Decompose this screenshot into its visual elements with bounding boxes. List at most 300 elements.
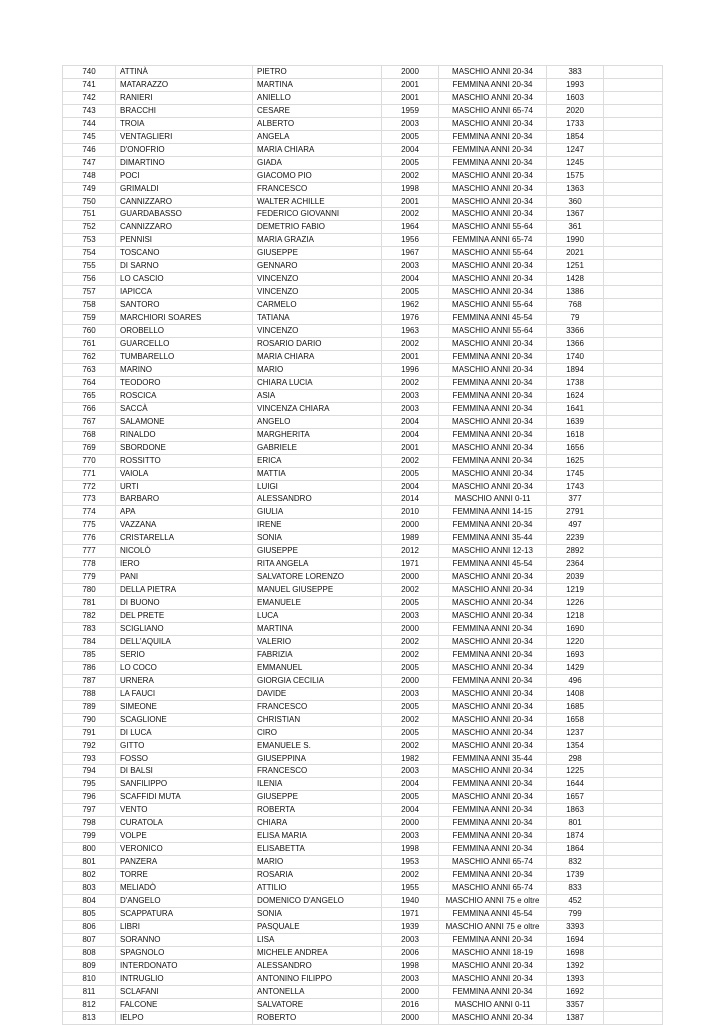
bib-number-cell: 1408 [547,687,604,700]
category-cell: FEMMINA ANNI 20-34 [439,156,547,169]
birth-year-cell: 2005 [382,661,439,674]
empty-cell [604,895,663,908]
category-cell: MASCHIO ANNI 20-34 [439,91,547,104]
empty-cell [604,143,663,156]
birth-year-cell: 1940 [382,895,439,908]
empty-cell [604,765,663,778]
bib-number-cell: 1874 [547,830,604,843]
bib-number-cell: 1894 [547,363,604,376]
first-name-cell: SONIA [253,907,382,920]
birth-year-cell: 2005 [382,597,439,610]
bib-number-cell: 3366 [547,325,604,338]
surname-cell: CURATOLA [116,817,253,830]
birth-year-cell: 2005 [382,156,439,169]
bib-number-cell: 1644 [547,778,604,791]
first-name-cell: FRANCESCO [253,700,382,713]
table-row [63,350,663,363]
category-cell: FEMMINA ANNI 20-34 [439,519,547,532]
empty-cell [604,493,663,506]
birth-year-cell: 2002 [382,648,439,661]
table-row [63,532,663,545]
bib-number-cell: 2020 [547,104,604,117]
surname-cell: CRISTARELLA [116,532,253,545]
birth-year-cell: 1982 [382,752,439,765]
table-row [63,1011,663,1024]
birth-year-cell: 2004 [382,143,439,156]
table-row [63,713,663,726]
position-cell: 792 [63,739,116,752]
bib-number-cell: 1245 [547,156,604,169]
position-cell: 746 [63,143,116,156]
table-row [63,545,663,558]
table-row [63,558,663,571]
birth-year-cell: 2006 [382,946,439,959]
first-name-cell: ILENIA [253,778,382,791]
category-cell: FEMMINA ANNI 20-34 [439,869,547,882]
table-row [63,78,663,91]
empty-cell [604,221,663,234]
category-cell: MASCHIO ANNI 20-34 [439,286,547,299]
table-row [63,376,663,389]
empty-cell [604,441,663,454]
empty-cell [604,726,663,739]
first-name-cell: ROBERTO [253,1011,382,1024]
position-cell: 753 [63,234,116,247]
category-cell: MASCHIO ANNI 55-64 [439,299,547,312]
empty-cell [604,959,663,972]
position-cell: 811 [63,985,116,998]
surname-cell: POCI [116,169,253,182]
bib-number-cell: 1247 [547,143,604,156]
category-cell: MASCHIO ANNI 55-64 [439,325,547,338]
surname-cell: SCAFFIDI MUTA [116,791,253,804]
surname-cell: ROSCICA [116,389,253,402]
birth-year-cell: 2005 [382,467,439,480]
table-row [63,752,663,765]
birth-year-cell: 2004 [382,273,439,286]
birth-year-cell: 2002 [382,713,439,726]
surname-cell: PANZERA [116,856,253,869]
position-cell: 754 [63,247,116,260]
table-row [63,519,663,532]
birth-year-cell: 2012 [382,545,439,558]
empty-cell [604,104,663,117]
position-cell: 759 [63,312,116,325]
category-cell: FEMMINA ANNI 45-54 [439,907,547,920]
position-cell: 794 [63,765,116,778]
surname-cell: DEL PRETE [116,610,253,623]
category-cell: MASCHIO ANNI 20-34 [439,687,547,700]
empty-cell [604,972,663,985]
table-row [63,674,663,687]
category-cell: MASCHIO ANNI 55-64 [439,247,547,260]
category-cell: MASCHIO ANNI 20-34 [439,338,547,351]
table-row [63,117,663,130]
position-cell: 775 [63,519,116,532]
first-name-cell: ROBERTA [253,804,382,817]
surname-cell: RANIERI [116,91,253,104]
birth-year-cell: 2014 [382,493,439,506]
table-row [63,493,663,506]
category-cell: FEMMINA ANNI 20-34 [439,622,547,635]
surname-cell: IAPICCA [116,286,253,299]
empty-cell [604,338,663,351]
category-cell: MASCHIO ANNI 20-34 [439,260,547,273]
birth-year-cell: 2002 [382,376,439,389]
category-cell: FEMMINA ANNI 35-44 [439,752,547,765]
first-name-cell: SONIA [253,532,382,545]
category-cell: MASCHIO ANNI 55-64 [439,221,547,234]
empty-cell [604,778,663,791]
table-row [63,363,663,376]
bib-number-cell: 1698 [547,946,604,959]
birth-year-cell: 2001 [382,78,439,91]
birth-year-cell: 2003 [382,765,439,778]
first-name-cell: CHIARA [253,817,382,830]
category-cell: MASCHIO ANNI 20-34 [439,584,547,597]
surname-cell: D'ANGELO [116,895,253,908]
first-name-cell: FEDERICO GIOVANNI [253,208,382,221]
table-row [63,920,663,933]
surname-cell: MELIADÒ [116,882,253,895]
first-name-cell: ELISA MARIA [253,830,382,843]
first-name-cell: MARIA GRAZIA [253,234,382,247]
category-cell: FEMMINA ANNI 20-34 [439,376,547,389]
first-name-cell: GIORGIA CECILIA [253,674,382,687]
bib-number-cell: 2791 [547,506,604,519]
table-row [63,66,663,79]
empty-cell [604,519,663,532]
table-row [63,454,663,467]
first-name-cell: ERICA [253,454,382,467]
surname-cell: TEODORO [116,376,253,389]
surname-cell: OROBELLO [116,325,253,338]
bib-number-cell: 3393 [547,920,604,933]
bib-number-cell: 1854 [547,130,604,143]
surname-cell: BARBARO [116,493,253,506]
bib-number-cell: 1693 [547,648,604,661]
position-cell: 807 [63,933,116,946]
empty-cell [604,558,663,571]
birth-year-cell: 2000 [382,817,439,830]
first-name-cell: FRANCESCO [253,182,382,195]
category-cell: MASCHIO ANNI 20-34 [439,363,547,376]
first-name-cell: EMANUELE S. [253,739,382,752]
first-name-cell: GIADA [253,156,382,169]
empty-cell [604,610,663,623]
first-name-cell: GENNARO [253,260,382,273]
empty-cell [604,571,663,584]
bib-number-cell: 1225 [547,765,604,778]
bib-number-cell: 3357 [547,998,604,1011]
surname-cell: SPAGNOLO [116,946,253,959]
birth-year-cell: 2002 [382,869,439,882]
position-cell: 744 [63,117,116,130]
table-row [63,804,663,817]
category-cell: FEMMINA ANNI 20-34 [439,648,547,661]
empty-cell [604,985,663,998]
position-cell: 793 [63,752,116,765]
table-row [63,610,663,623]
position-cell: 781 [63,597,116,610]
table-row [63,208,663,221]
position-cell: 776 [63,532,116,545]
empty-cell [604,169,663,182]
table-row [63,622,663,635]
surname-cell: TORRE [116,869,253,882]
birth-year-cell: 2004 [382,480,439,493]
empty-cell [604,674,663,687]
birth-year-cell: 2002 [382,169,439,182]
surname-cell: SCAPPATURA [116,907,253,920]
table-row [63,273,663,286]
surname-cell: GRIMALDI [116,182,253,195]
table-row [63,687,663,700]
category-cell: MASCHIO ANNI 20-34 [439,66,547,79]
first-name-cell: ANGELO [253,415,382,428]
first-name-cell: CHRISTIAN [253,713,382,726]
birth-year-cell: 2016 [382,998,439,1011]
birth-year-cell: 1971 [382,558,439,571]
surname-cell: MARCHIORI SOARES [116,312,253,325]
position-cell: 762 [63,350,116,363]
surname-cell: BRACCHI [116,104,253,117]
category-cell: FEMMINA ANNI 20-34 [439,817,547,830]
empty-cell [604,467,663,480]
bib-number-cell: 1641 [547,402,604,415]
position-cell: 772 [63,480,116,493]
surname-cell: VENTO [116,804,253,817]
position-cell: 799 [63,830,116,843]
position-cell: 809 [63,959,116,972]
table-row [63,441,663,454]
birth-year-cell: 2002 [382,338,439,351]
position-cell: 741 [63,78,116,91]
birth-year-cell: 2005 [382,700,439,713]
bib-number-cell: 2364 [547,558,604,571]
birth-year-cell: 1976 [382,312,439,325]
empty-cell [604,480,663,493]
position-cell: 743 [63,104,116,117]
bib-number-cell: 1690 [547,622,604,635]
bib-number-cell: 801 [547,817,604,830]
birth-year-cell: 2005 [382,791,439,804]
category-cell: FEMMINA ANNI 14-15 [439,506,547,519]
birth-year-cell: 2001 [382,441,439,454]
category-cell: MASCHIO ANNI 12-13 [439,545,547,558]
surname-cell: SIMEONE [116,700,253,713]
surname-cell: IERO [116,558,253,571]
position-cell: 813 [63,1011,116,1024]
category-cell: MASCHIO ANNI 0-11 [439,493,547,506]
surname-cell: INTRUGLIO [116,972,253,985]
birth-year-cell: 1956 [382,234,439,247]
category-cell: MASCHIO ANNI 20-34 [439,791,547,804]
table-row [63,325,663,338]
bib-number-cell: 1366 [547,338,604,351]
empty-cell [604,117,663,130]
category-cell: MASCHIO ANNI 20-34 [439,959,547,972]
position-cell: 778 [63,558,116,571]
bib-number-cell: 1392 [547,959,604,972]
bib-number-cell: 1575 [547,169,604,182]
first-name-cell: ATTILIO [253,882,382,895]
birth-year-cell: 2002 [382,454,439,467]
table-row [63,700,663,713]
bib-number-cell: 832 [547,856,604,869]
table-row [63,312,663,325]
table-row [63,428,663,441]
position-cell: 796 [63,791,116,804]
first-name-cell: ANTONINO FILIPPO [253,972,382,985]
empty-cell [604,286,663,299]
surname-cell: VAZZANA [116,519,253,532]
position-cell: 786 [63,661,116,674]
empty-cell [604,325,663,338]
category-cell: FEMMINA ANNI 20-34 [439,933,547,946]
empty-cell [604,661,663,674]
birth-year-cell: 2003 [382,117,439,130]
bib-number-cell: 1624 [547,389,604,402]
category-cell: MASCHIO ANNI 20-34 [439,571,547,584]
first-name-cell: ANTONELLA [253,985,382,998]
position-cell: 812 [63,998,116,1011]
table-row [63,143,663,156]
category-cell: MASCHIO ANNI 20-34 [439,182,547,195]
empty-cell [604,66,663,79]
first-name-cell: MARTINA [253,78,382,91]
empty-cell [604,804,663,817]
surname-cell: GUARDABASSO [116,208,253,221]
empty-cell [604,545,663,558]
table-row [63,260,663,273]
empty-cell [604,713,663,726]
table-row [63,998,663,1011]
bib-number-cell: 1658 [547,713,604,726]
surname-cell: DIMARTINO [116,156,253,169]
first-name-cell: GIUSEPPE [253,247,382,260]
surname-cell: SANFILIPPO [116,778,253,791]
first-name-cell: GABRIELE [253,441,382,454]
table-row [63,169,663,182]
first-name-cell: CIRO [253,726,382,739]
first-name-cell: ASIA [253,389,382,402]
table-row [63,739,663,752]
position-cell: 761 [63,338,116,351]
empty-cell [604,130,663,143]
birth-year-cell: 2003 [382,972,439,985]
category-cell: FEMMINA ANNI 65-74 [439,234,547,247]
empty-cell [604,882,663,895]
first-name-cell: GIUSEPPE [253,545,382,558]
empty-cell [604,856,663,869]
bib-number-cell: 1733 [547,117,604,130]
empty-cell [604,273,663,286]
first-name-cell: MARGHERITA [253,428,382,441]
category-cell: MASCHIO ANNI 65-74 [439,104,547,117]
bib-number-cell: 1219 [547,584,604,597]
empty-cell [604,648,663,661]
category-cell: MASCHIO ANNI 20-34 [439,597,547,610]
surname-cell: SALAMONE [116,415,253,428]
bib-number-cell: 1367 [547,208,604,221]
table-row [63,843,663,856]
table-row [63,661,663,674]
position-cell: 800 [63,843,116,856]
bib-number-cell: 1863 [547,804,604,817]
birth-year-cell: 1955 [382,882,439,895]
category-cell: MASCHIO ANNI 20-34 [439,480,547,493]
first-name-cell: ELISABETTA [253,843,382,856]
category-cell: MASCHIO ANNI 0-11 [439,998,547,1011]
position-cell: 777 [63,545,116,558]
surname-cell: ROSSITTO [116,454,253,467]
surname-cell: IELPO [116,1011,253,1024]
birth-year-cell: 2004 [382,778,439,791]
position-cell: 748 [63,169,116,182]
bib-number-cell: 799 [547,907,604,920]
empty-cell [604,933,663,946]
table-row [63,195,663,208]
position-cell: 779 [63,571,116,584]
surname-cell: VENTAGLIERI [116,130,253,143]
category-cell: MASCHIO ANNI 20-34 [439,195,547,208]
results-table [62,65,663,1025]
bib-number-cell: 1251 [547,260,604,273]
category-cell: MASCHIO ANNI 20-34 [439,415,547,428]
first-name-cell: EMANUELE [253,597,382,610]
empty-cell [604,195,663,208]
table-row [63,726,663,739]
birth-year-cell: 2000 [382,674,439,687]
first-name-cell: ROSARIA [253,869,382,882]
bib-number-cell: 1639 [547,415,604,428]
birth-year-cell: 2003 [382,402,439,415]
category-cell: FEMMINA ANNI 20-34 [439,389,547,402]
category-cell: MASCHIO ANNI 20-34 [439,972,547,985]
first-name-cell: LUCA [253,610,382,623]
first-name-cell: VALERIO [253,635,382,648]
birth-year-cell: 2004 [382,428,439,441]
table-row [63,635,663,648]
position-cell: 790 [63,713,116,726]
category-cell: FEMMINA ANNI 20-34 [439,674,547,687]
birth-year-cell: 2000 [382,66,439,79]
surname-cell: DELL'AQUILA [116,635,253,648]
position-cell: 808 [63,946,116,959]
bib-number-cell: 1657 [547,791,604,804]
birth-year-cell: 2001 [382,91,439,104]
category-cell: MASCHIO ANNI 20-34 [439,441,547,454]
position-cell: 763 [63,363,116,376]
table-row [63,648,663,661]
empty-cell [604,78,663,91]
bib-number-cell: 1218 [547,610,604,623]
table-row [63,480,663,493]
bib-number-cell: 1656 [547,441,604,454]
empty-cell [604,830,663,843]
bib-number-cell: 496 [547,674,604,687]
table-row [63,778,663,791]
surname-cell: DI BALSI [116,765,253,778]
bib-number-cell: 1745 [547,467,604,480]
first-name-cell: CESARE [253,104,382,117]
category-cell: MASCHIO ANNI 20-34 [439,713,547,726]
empty-cell [604,156,663,169]
first-name-cell: GIUSEPPINA [253,752,382,765]
birth-year-cell: 2000 [382,985,439,998]
position-cell: 797 [63,804,116,817]
